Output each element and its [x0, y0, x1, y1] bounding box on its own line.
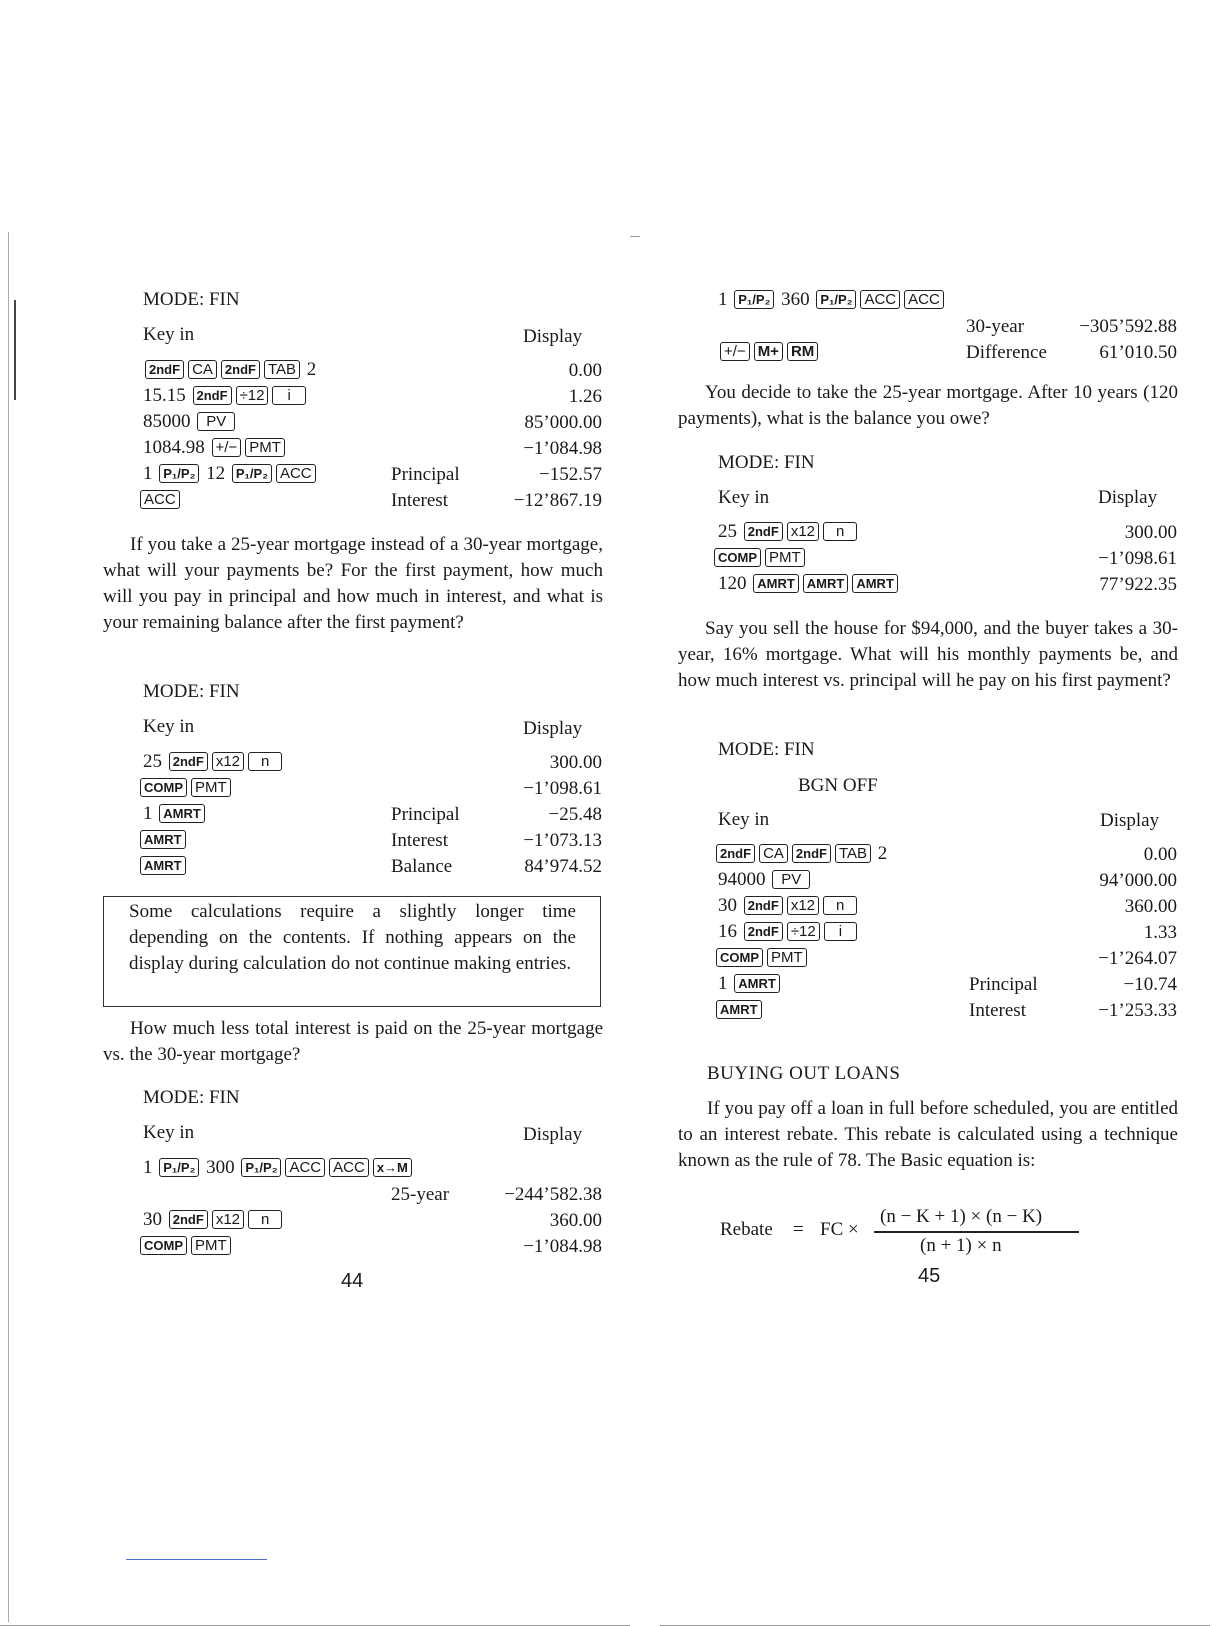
result-label: Difference [966, 342, 1047, 363]
key-in-header: Key in [718, 487, 770, 508]
keystroke-row [138, 855, 188, 877]
display-value: −1’084.98 [523, 1236, 602, 1257]
display-header: Display [523, 326, 583, 347]
key-tab: TAB [835, 844, 871, 863]
key-p1p2: P₁/P₂ [241, 1158, 281, 1177]
key-p1p2: P₁/P₂ [734, 290, 774, 309]
paragraph: You decide to take the 25-year mortgage. After 10 years (120 payments), what is the balance you owe? [678, 382, 1178, 429]
mode-label: MODE: FIN [143, 681, 240, 702]
display-value: 0.00 [568, 360, 602, 381]
key-ca: CA [188, 360, 217, 379]
key-amrt: AMRT [734, 974, 780, 993]
key-pmt: PMT [765, 548, 805, 567]
keystroke-row [143, 359, 316, 381]
keystroke-row [718, 973, 782, 995]
key-amrt: AMRT [803, 574, 849, 593]
key-n: n [823, 522, 857, 541]
paragraph: If you take a 25-year mortgage instead of a 30-year mortgage, what will your payments be? For the first payment, how much will you pay in principal and how much in interest, and what is your remaining balance after the first payment? [103, 534, 603, 633]
display-value: 360.00 [1124, 896, 1177, 917]
key-acc: ACC [140, 490, 180, 509]
display-value: −1’264.07 [1098, 948, 1177, 969]
key-in-header: Key in [143, 716, 195, 737]
formula-fc: FC × [820, 1219, 859, 1240]
result-label: Principal [969, 974, 1038, 995]
key-2ndf: 2ndF [744, 896, 783, 915]
keystroke-row [138, 829, 188, 851]
key-n: n [823, 896, 857, 915]
formula-lhs: Rebate [720, 1219, 773, 1240]
result-label: Principal [391, 804, 460, 825]
display-value: 360.00 [549, 1210, 602, 1231]
keystroke-row [718, 573, 900, 595]
display-value: 85’000.00 [524, 412, 602, 433]
display-header: Display [1098, 487, 1158, 508]
note-text: Some calculations require a slightly longer time depending on the contents. If nothing appears on the display during calculation do not continue making entries. [129, 901, 576, 974]
key-x12: x12 [212, 752, 244, 771]
key-acc: ACC [329, 1158, 369, 1177]
page-number: 45 [918, 1265, 941, 1287]
key-2ndf: 2ndF [716, 844, 755, 863]
mode-label: MODE: FIN [143, 1087, 240, 1108]
key-acc: ACC [860, 290, 900, 309]
display-value: 0.00 [1143, 844, 1177, 865]
key-pv: PV [197, 412, 235, 431]
keystroke-row [143, 437, 287, 459]
keystroke-row [718, 341, 820, 363]
key-rm: RM [787, 342, 818, 361]
keystroke-row [143, 1209, 284, 1231]
keystroke-row [138, 489, 182, 511]
entry-number: 360 [781, 289, 810, 310]
key-acc: ACC [904, 290, 944, 309]
entry-number: 12 [206, 463, 226, 484]
entry-number: 94000 [718, 869, 766, 890]
scan-edge-line [8, 232, 9, 1622]
entry-number: 2 [877, 843, 888, 864]
key-comp: COMP [716, 948, 763, 967]
keystroke-row [712, 547, 807, 569]
paragraph: How much less total interest is paid on the 25-year mortgage vs. the 30-year mortgage? [103, 1018, 603, 1065]
entry-number: 1 [718, 973, 728, 994]
entry-number: 25 [143, 751, 162, 772]
formula-denominator: (n + 1) × n [920, 1235, 1002, 1256]
result-label: 25-year [391, 1184, 450, 1205]
key-acc: ACC [285, 1158, 325, 1177]
display-value: −10.74 [1123, 974, 1177, 995]
display-value: −25.48 [548, 804, 602, 825]
result-label: Principal [391, 464, 460, 485]
entry-number: 30 [143, 1209, 162, 1230]
display-value: −1’073.13 [523, 830, 602, 851]
key-pmt: PMT [245, 438, 285, 457]
key-2ndf: 2ndF [744, 522, 783, 541]
display-value: 94’000.00 [1099, 870, 1177, 891]
paragraph: If you pay off a loan in full before scheduled, you are entitled to an interest rebate. This rebate is calculated using a technique known as the rule of 78. The Basic equation is: [678, 1098, 1178, 1171]
key-amrt: AMRT [140, 856, 186, 875]
keystroke-row [718, 921, 859, 943]
key-pv: PV [772, 870, 810, 889]
fraction-bar [874, 1231, 1079, 1233]
key-2ndf: 2ndF [169, 1210, 208, 1229]
bgn-label: BGN OFF [798, 775, 878, 796]
key-pmt: PMT [767, 948, 807, 967]
display-value: 300.00 [549, 752, 602, 773]
display-value: 77’922.35 [1099, 574, 1177, 595]
key-n: n [248, 752, 282, 771]
display-value: 1.26 [568, 386, 602, 407]
result-label: Interest [391, 490, 448, 511]
display-value: 1.33 [1143, 922, 1177, 943]
key-amrt: AMRT [159, 804, 205, 823]
key-x12: x12 [212, 1210, 244, 1229]
mode-label: MODE: FIN [718, 452, 815, 473]
display-value: −152.57 [539, 464, 602, 485]
key-amrt: AMRT [753, 574, 799, 593]
key-acc: ACC [276, 464, 316, 483]
entry-number: 1 [143, 463, 153, 484]
page-top-mark [630, 236, 640, 237]
keystroke-row [718, 289, 946, 311]
display-value: 84’974.52 [524, 856, 602, 877]
display-value: −1’098.61 [523, 778, 602, 799]
entry-number: 1084.98 [143, 437, 205, 458]
key-plus-minus: +/− [720, 342, 750, 361]
key-ca: CA [759, 844, 788, 863]
entry-number: 25 [718, 521, 737, 542]
key-i: i [272, 386, 305, 405]
scan-blue-line [126, 1559, 267, 1560]
key-in-header: Key in [143, 324, 195, 345]
result-label: Balance [391, 856, 453, 877]
entry-number: 1 [143, 1157, 153, 1178]
key-div12: ÷12 [787, 922, 820, 941]
paragraph: Say you sell the house for $94,000, and the buyer takes a 30-year, 16% mortgage. What will his monthly payments be, and how much interest vs. principal will he pay on his first payment? [678, 618, 1178, 691]
entry-number: 2 [306, 359, 317, 380]
key-2ndf: 2ndF [145, 360, 184, 379]
display-header: Display [523, 1124, 583, 1145]
entry-number: 85000 [143, 411, 191, 432]
key-i: i [824, 922, 857, 941]
display-value: −244’582.38 [504, 1184, 602, 1205]
display-value: 300.00 [1124, 522, 1177, 543]
page-number: 44 [341, 1270, 364, 1292]
key-2ndf: 2ndF [221, 360, 260, 379]
keystroke-row [138, 777, 233, 799]
display-value: −1’098.61 [1098, 548, 1177, 569]
key-in-header: Key in [718, 809, 770, 830]
result-label: Interest [391, 830, 448, 851]
keystroke-row [143, 751, 284, 773]
key-2ndf: 2ndF [169, 752, 208, 771]
key-x12: x12 [787, 896, 819, 915]
key-x12: x12 [787, 522, 819, 541]
display-value: −305’592.88 [1079, 316, 1177, 337]
key-x-to-m: x→M [373, 1158, 412, 1177]
key-comp: COMP [714, 548, 761, 567]
display-header: Display [1100, 810, 1160, 831]
key-comp: COMP [140, 1236, 187, 1255]
entry-number: 1 [143, 803, 153, 824]
key-pmt: PMT [191, 1236, 231, 1255]
keystroke-row [143, 463, 318, 485]
entry-number: 300 [206, 1157, 235, 1178]
result-label: Interest [969, 1000, 1026, 1021]
key-comp: COMP [140, 778, 187, 797]
entry-number: 30 [718, 895, 737, 916]
keystroke-row [714, 999, 764, 1021]
key-m-plus: M+ [754, 342, 783, 361]
entry-number: 1 [718, 289, 728, 310]
key-2ndf: 2ndF [744, 922, 783, 941]
keystroke-row [718, 521, 859, 543]
key-2ndf: 2ndF [193, 386, 232, 405]
key-div12: ÷12 [236, 386, 269, 405]
display-value: −12’867.19 [513, 490, 602, 511]
key-amrt: AMRT [716, 1000, 762, 1019]
mode-label: MODE: FIN [718, 739, 815, 760]
result-label: 30-year [966, 316, 1025, 337]
display-value: −1’253.33 [1098, 1000, 1177, 1021]
key-amrt: AMRT [852, 574, 898, 593]
keystroke-row [718, 869, 812, 891]
display-value: −1’084.98 [523, 438, 602, 459]
key-n: n [248, 1210, 282, 1229]
keystroke-row [143, 803, 207, 825]
entry-number: 15.15 [143, 385, 186, 406]
keystroke-row [143, 411, 237, 433]
key-p1p2: P₁/P₂ [816, 290, 856, 309]
keystroke-row [143, 1157, 414, 1179]
keystroke-row [714, 947, 809, 969]
key-p1p2: P₁/P₂ [159, 464, 199, 483]
keystroke-row [718, 895, 859, 917]
keystroke-row [714, 843, 887, 865]
display-header: Display [523, 718, 583, 739]
display-value: 61’010.50 [1099, 342, 1177, 363]
key-in-header: Key in [143, 1122, 195, 1143]
key-amrt: AMRT [140, 830, 186, 849]
formula-numerator: (n − K + 1) × (n − K) [880, 1206, 1043, 1227]
key-tab: TAB [264, 360, 300, 379]
key-2ndf: 2ndF [792, 844, 831, 863]
keystroke-row [143, 385, 308, 407]
entry-number: 16 [718, 921, 737, 942]
scan-edge-mark [14, 300, 16, 400]
key-pmt: PMT [191, 778, 231, 797]
keystroke-row [138, 1235, 233, 1257]
entry-number: 120 [718, 573, 747, 594]
key-p1p2: P₁/P₂ [159, 1158, 199, 1177]
mode-label: MODE: FIN [143, 289, 240, 310]
section-heading: BUYING OUT LOANS [707, 1063, 901, 1084]
key-p1p2: P₁/P₂ [232, 464, 272, 483]
key-plus-minus: +/− [212, 438, 242, 457]
formula-equals: = [793, 1219, 804, 1240]
